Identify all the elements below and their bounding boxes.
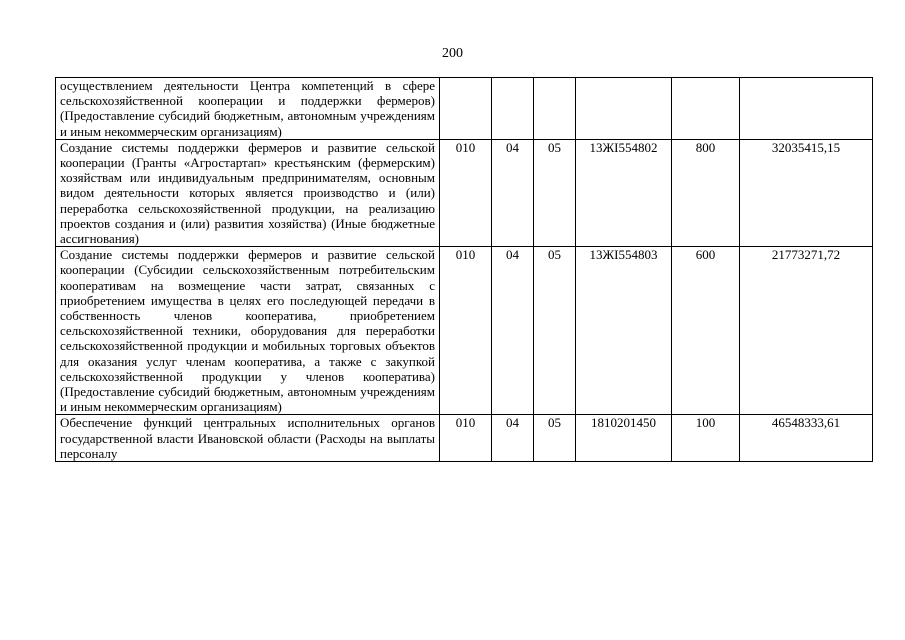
target-article-cell: 1810201450 xyxy=(576,415,672,462)
table-row xyxy=(56,247,873,415)
ministry-code-cell: 010 xyxy=(440,139,492,246)
expense-type-cell xyxy=(672,78,740,140)
section-code-cell: 04 xyxy=(492,247,534,415)
row-description-cell xyxy=(56,415,440,462)
amount-cell: 32035415,15 xyxy=(740,139,873,246)
amount-cell: 46548333,61 xyxy=(740,415,873,462)
target-article-cell: 13ЖI554803 xyxy=(576,247,672,415)
target-article-cell xyxy=(576,78,672,140)
section-code-cell xyxy=(492,78,534,140)
budget-table xyxy=(55,77,873,462)
amount-cell: 21773271,72 xyxy=(740,247,873,415)
page-number: 200 xyxy=(442,46,463,61)
subsection-code-cell xyxy=(534,78,576,140)
table-row xyxy=(56,139,873,246)
ministry-code-cell xyxy=(440,78,492,140)
amount-cell xyxy=(740,78,873,140)
subsection-code-cell: 05 xyxy=(534,415,576,462)
ministry-code-cell: 010 xyxy=(440,247,492,415)
section-code-cell: 04 xyxy=(492,415,534,462)
table-row xyxy=(56,78,873,140)
expense-type-cell: 100 xyxy=(672,415,740,462)
expense-type-cell: 800 xyxy=(672,139,740,246)
section-code-cell: 04 xyxy=(492,139,534,246)
expense-type-cell: 600 xyxy=(672,247,740,415)
subsection-code-cell: 05 xyxy=(534,247,576,415)
target-article-cell: 13ЖI554802 xyxy=(576,139,672,246)
row-description: осуществлением деятельности Центра компетенций в сфере сельскохозяйственной кооперации и поддержки фермеров) (Предоставление субсидий бюджетным, автономным учреждениям и иным некоммерческим организациям) xyxy=(56,78,440,140)
ministry-code-cell: 010 xyxy=(440,415,492,462)
subsection-code-cell: 05 xyxy=(534,139,576,246)
row-description: Создание системы поддержки фермеров и развитие сельской кооперации (Гранты «Агростартап» крестьянским (фермерским) хозяйствам или индивидуальным предпринимателям, основным видом деятельности которых является производство и (или) переработка сельскохозяйственной продукции, на реализацию проектов создания и (или) развития хозяйства) (Иные бюджетные ассигнования) xyxy=(56,139,440,246)
row-description: Создание системы поддержки фермеров и развитие сельской кооперации (Субсидии сельскохозяйственным потребительским кооперативам на возмещение части затрат, связанных с приобретением имущества в целях его последующей передачи в собственность членов кооператива, приобретением сельскохозяйственной техники, оборудования для переработки сельскохозяйственной продукции и мобильных торговых объектов для оказания услуг членам кооператива, а также с закупкой сельскохозяйственной продукции у членов кооператива) (Предоставление субсидий бюджетным, автономным учреждениям и иным некоммерческим организациям) xyxy=(56,247,440,415)
row-description: Обеспечение функций центральных исполнительных органов государственной власти Ивановской области (Расходы на выплаты персоналу xyxy=(60,415,435,461)
table-row xyxy=(56,415,873,462)
